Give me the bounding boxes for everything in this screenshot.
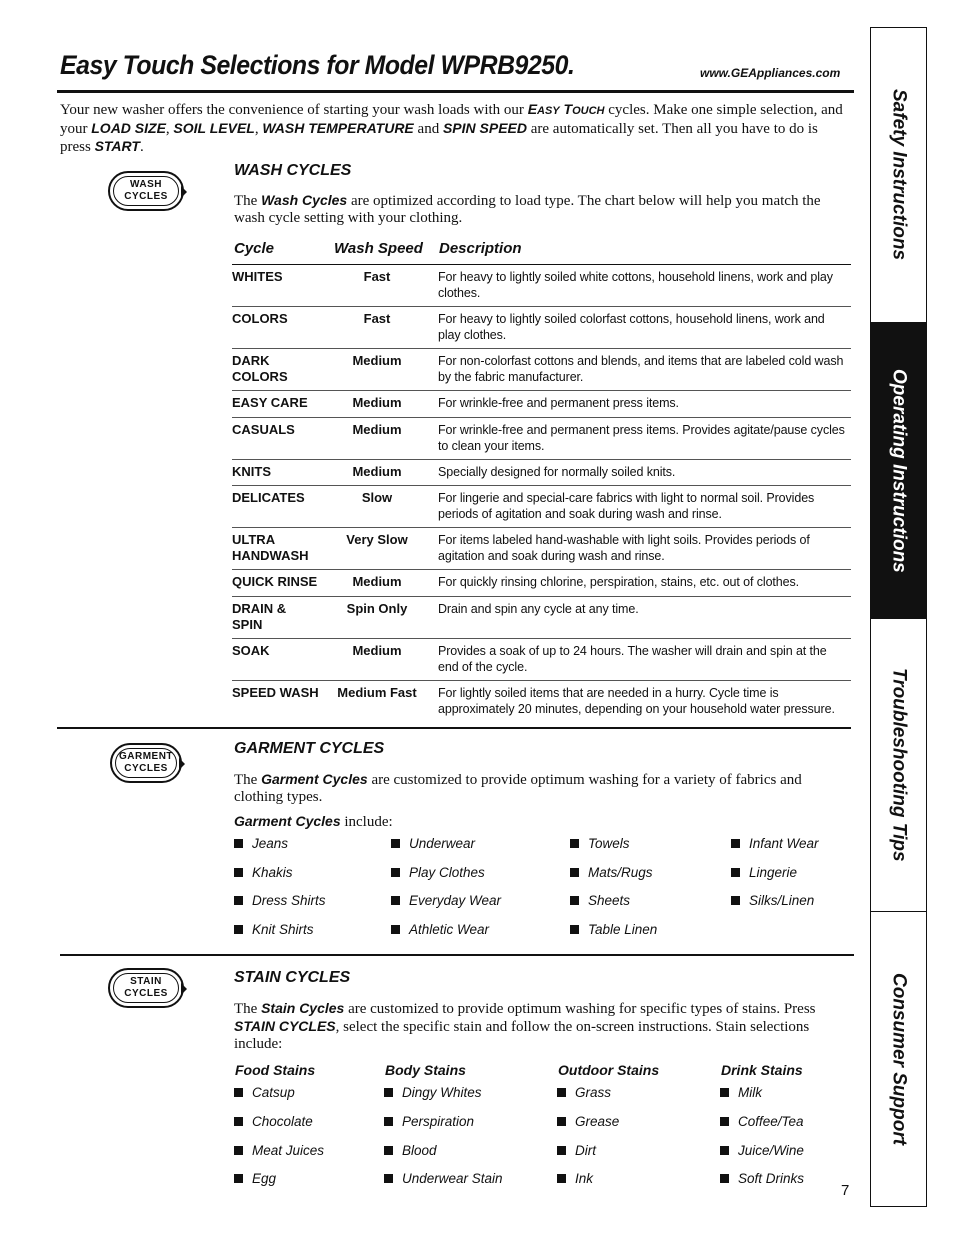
wash-cycles-description: The Wash Cycles are optimized according to load type. The chart below will help you match the wash cycle setting with your clothing.: [234, 192, 821, 226]
easy-touch-label: EASY TOUCH: [527, 101, 605, 117]
stain-column-title: Drink Stains: [721, 1062, 803, 1078]
stain-item-label: Meat Juices: [252, 1143, 325, 1158]
garment-item: [731, 836, 819, 851]
garment-item-label: Athletic Wear: [409, 922, 490, 937]
bullet-icon: [391, 896, 400, 905]
stain-cycles-button-icon: STAIN CYCLES: [108, 968, 184, 1008]
stain-item-label: Grass: [575, 1085, 612, 1100]
wash-speed: Medium: [352, 574, 402, 589]
cycle-description: For quickly rinsing chlorine, perspiration, stains, etc. out of clothes.: [438, 575, 800, 589]
bullet-icon: [557, 1146, 566, 1155]
cycle-name: ULTRA HANDWASH: [232, 532, 309, 563]
stain-item-label: Coffee/Tea: [738, 1114, 804, 1129]
garment-item: [234, 836, 288, 851]
bullet-icon: [731, 839, 740, 848]
bullet-icon: [570, 868, 579, 877]
table-row: [232, 265, 851, 307]
garment-item-label: Underwear: [409, 836, 476, 851]
tab-consumer-support[interactable]: [871, 912, 926, 1206]
bullet-icon: [720, 1174, 729, 1183]
wash-speed: Medium: [352, 353, 402, 368]
table-row: [232, 391, 851, 418]
col-header-description: Description: [439, 240, 522, 257]
garment-item-label: Jeans: [252, 836, 289, 851]
bullet-icon: [234, 1174, 243, 1183]
tab-troubleshooting-tips[interactable]: [871, 619, 926, 912]
bullet-icon: [731, 868, 740, 877]
col-header-cycle: Cycle: [234, 240, 275, 257]
section-divider: [60, 954, 854, 956]
bullet-icon: [557, 1174, 566, 1183]
bullet-icon: [384, 1146, 393, 1155]
page-title: Easy Touch Selections for Model WPRB9250.: [60, 50, 575, 80]
cycle-description: For heavy to lightly soiled white cottons, household linens, work and play clothes.: [438, 270, 833, 300]
cycle-name: WHITES: [232, 269, 283, 284]
stain-cycles-description: The Stain Cycles are customized to provide optimum washing for specific types of stains. Press STAIN CYCLES, select the specific stain and follow the on-screen instructions. Stain selections include:: [234, 1000, 816, 1052]
cycle-name: SPEED WASH: [232, 685, 319, 700]
garment-item: [234, 865, 293, 880]
table-row: [232, 486, 851, 528]
bullet-icon: [234, 1146, 243, 1155]
intro-paragraph: Your new washer offers the convenience of starting your wash loads with our EASY TOUCH cycles. Make one simple selection, and your LOAD SIZE, SOIL LEVEL, WASH TEMPERATURE and SPIN SPEED are automatically set. Then all you have to do is press START.: [60, 101, 843, 155]
stain-item: [720, 1114, 804, 1129]
cycle-description: For wrinkle-free and permanent press items. Provides agitate/pause cycles to clean your items.: [438, 423, 845, 453]
garment-item-label: Lingerie: [749, 865, 798, 880]
table-row: [232, 460, 851, 486]
stain-column-title: Food Stains: [235, 1062, 316, 1078]
stain-column-title: Body Stains: [385, 1062, 466, 1078]
bullet-icon: [391, 839, 400, 848]
title-rule: [57, 90, 854, 93]
garment-item-label: Silks/Linen: [749, 893, 815, 908]
garment-item: [391, 922, 489, 937]
cycle-description: For lightly soiled items that are needed in a hurry. Cycle time is approximately 20 minutes, depending on your household water pressure.: [438, 686, 835, 716]
cycle-description: For wrinkle-free and permanent press items.: [438, 396, 679, 410]
bullet-icon: [570, 925, 579, 934]
section-sidebar: [870, 27, 927, 1207]
wash-speed: Medium: [352, 422, 402, 437]
cycle-name: CASUALS: [232, 422, 295, 437]
garment-item-label: Towels: [588, 836, 630, 851]
garment-item: [391, 865, 485, 880]
wash-speed: Medium Fast: [337, 685, 417, 700]
cycle-description: Specially designed for normally soiled knits.: [438, 465, 676, 479]
stain-item-label: Chocolate: [252, 1114, 313, 1129]
stain-item: [557, 1114, 619, 1129]
stain-item: [720, 1143, 804, 1158]
stain-item-label: Milk: [738, 1085, 762, 1100]
bullet-icon: [570, 839, 579, 848]
wash-cycles-heading: WASH CYCLES: [234, 162, 352, 179]
garment-item-label: Khakis: [252, 865, 293, 880]
stain-item-label: Ink: [575, 1171, 594, 1186]
garment-item-label: Table Linen: [588, 922, 658, 937]
bullet-icon: [384, 1088, 393, 1097]
stain-item-label: Perspiration: [402, 1114, 475, 1129]
bullet-icon: [234, 839, 243, 848]
garment-cycles-heading: GARMENT CYCLES: [234, 740, 385, 757]
bullet-icon: [234, 868, 243, 877]
garment-item-label: Everyday Wear: [409, 893, 502, 908]
stain-item-label: Catsup: [252, 1085, 295, 1100]
garment-cycles-include: Garment Cycles include:: [234, 813, 393, 830]
bullet-icon: [720, 1146, 729, 1155]
stain-item-label: Dirt: [575, 1143, 596, 1158]
wash-cycles-button-icon: WASH CYCLES: [108, 171, 184, 211]
cycle-name: DRAIN & SPIN: [232, 601, 287, 632]
tab-safety-instructions[interactable]: [871, 28, 926, 323]
garment-item-label: Knit Shirts: [252, 922, 314, 937]
garment-item: [570, 893, 630, 908]
cycle-name: DELICATES: [232, 490, 305, 505]
stain-item: [384, 1085, 482, 1100]
garment-item: [234, 922, 314, 937]
wash-speed: Medium: [352, 395, 402, 410]
tab-label: Operating Instructions: [888, 368, 910, 573]
garment-item-label: Mats/Rugs: [588, 865, 653, 880]
stain-item: [234, 1085, 295, 1100]
col-header-wash-speed: Wash Speed: [334, 240, 423, 257]
garment-item: [731, 865, 797, 880]
wash-speed: Medium: [352, 643, 402, 658]
stain-column-title: Outdoor Stains: [558, 1062, 660, 1078]
garment-cycles-description: The Garment Cycles are customized to provide optimum washing for a variety of fabrics and clothing types.: [234, 771, 802, 805]
stain-item: [234, 1171, 276, 1186]
cycle-description: Drain and spin any cycle at any time.: [438, 602, 639, 616]
bullet-icon: [720, 1117, 729, 1126]
wash-speed: Fast: [363, 269, 391, 284]
table-row: [232, 528, 851, 570]
wash-speed: Fast: [363, 311, 391, 326]
garment-item-label: Dress Shirts: [252, 893, 326, 908]
stain-item-label: Underwear Stain: [402, 1171, 503, 1186]
garment-item: [570, 836, 630, 851]
cycle-name: SOAK: [232, 643, 270, 658]
garment-item: [570, 865, 653, 880]
bullet-icon: [391, 925, 400, 934]
bullet-icon: [391, 868, 400, 877]
garment-item-label: Infant Wear: [749, 836, 819, 851]
stain-item: [720, 1171, 804, 1186]
table-row: [232, 307, 851, 349]
wash-speed: Very Slow: [346, 532, 408, 547]
stain-item-label: Blood: [402, 1143, 437, 1158]
stain-cycles-heading: STAIN CYCLES: [234, 969, 351, 986]
garment-item-label: Sheets: [588, 893, 631, 908]
tab-label: Consumer Support: [888, 972, 910, 1146]
stain-item: [557, 1171, 593, 1186]
garment-cycles-button-icon: GARMENT CYCLES: [110, 743, 182, 783]
cycle-description: Provides a soak of up to 24 hours. The washer will drain and spin at the end of the cycle.: [438, 644, 827, 674]
stain-item: [384, 1114, 474, 1129]
table-row: [232, 639, 851, 681]
stain-item: [557, 1143, 596, 1158]
bullet-icon: [557, 1117, 566, 1126]
bullet-icon: [570, 896, 579, 905]
bullet-icon: [234, 925, 243, 934]
wash-speed: Spin Only: [346, 601, 408, 616]
bullet-icon: [234, 1088, 243, 1097]
table-row: [232, 570, 851, 597]
table-row: [232, 597, 851, 639]
garment-item-label: Play Clothes: [409, 865, 485, 880]
cycle-name: DARK COLORS: [232, 353, 288, 384]
stain-item: [720, 1085, 762, 1100]
garment-item: [731, 893, 814, 908]
stain-item: [384, 1171, 503, 1186]
stain-item-label: Egg: [252, 1171, 277, 1186]
bullet-icon: [234, 896, 243, 905]
cycle-description: For lingerie and special-care fabrics with light to normal soil. Provides periods of agitation and soak during wash and rinse.: [438, 491, 815, 521]
cycle-name: EASY CARE: [232, 395, 308, 410]
bullet-icon: [384, 1117, 393, 1126]
cycle-name: QUICK RINSE: [232, 574, 318, 589]
table-row: [232, 349, 851, 391]
cycle-description: For non-colorfast cottons and blends, and items that are labeled cold wash by the fabric manufacturer.: [438, 354, 844, 384]
page-number: 7: [841, 1182, 850, 1199]
stain-item: [234, 1114, 313, 1129]
wash-speed: Medium: [352, 464, 402, 479]
bullet-icon: [234, 1117, 243, 1126]
stain-item-label: Juice/Wine: [738, 1143, 804, 1158]
stain-item: [234, 1143, 324, 1158]
bullet-icon: [384, 1174, 393, 1183]
stain-item-label: Soft Drinks: [738, 1171, 805, 1186]
cycle-description: For items labeled hand-washable with light soils. Provides periods of agitation and soak during wash and rinse.: [438, 533, 810, 563]
stain-item: [557, 1085, 611, 1100]
bullet-icon: [557, 1088, 566, 1097]
garment-item: [391, 893, 501, 908]
stain-item-label: Grease: [575, 1114, 620, 1129]
garment-item: [234, 893, 326, 908]
table-row: [232, 681, 851, 726]
garment-item: [570, 922, 657, 937]
bullet-icon: [720, 1088, 729, 1097]
tab-operating-instructions[interactable]: [871, 323, 926, 619]
cycle-name: COLORS: [232, 311, 288, 326]
tab-label: Troubleshooting Tips: [888, 668, 910, 862]
tab-label: Safety Instructions: [888, 89, 910, 261]
website-url[interactable]: www.GEAppliances.com: [700, 66, 841, 80]
stain-item: [384, 1143, 437, 1158]
stain-item-label: Dingy Whites: [402, 1085, 482, 1100]
cycle-description: For heavy to lightly soiled colorfast cottons, household linens, work and play clothes.: [438, 312, 825, 342]
cycle-name: KNITS: [232, 464, 271, 479]
wash-speed: Slow: [361, 490, 393, 505]
bullet-icon: [731, 896, 740, 905]
garment-item: [391, 836, 475, 851]
section-divider: [57, 727, 851, 729]
table-row: [232, 418, 851, 460]
